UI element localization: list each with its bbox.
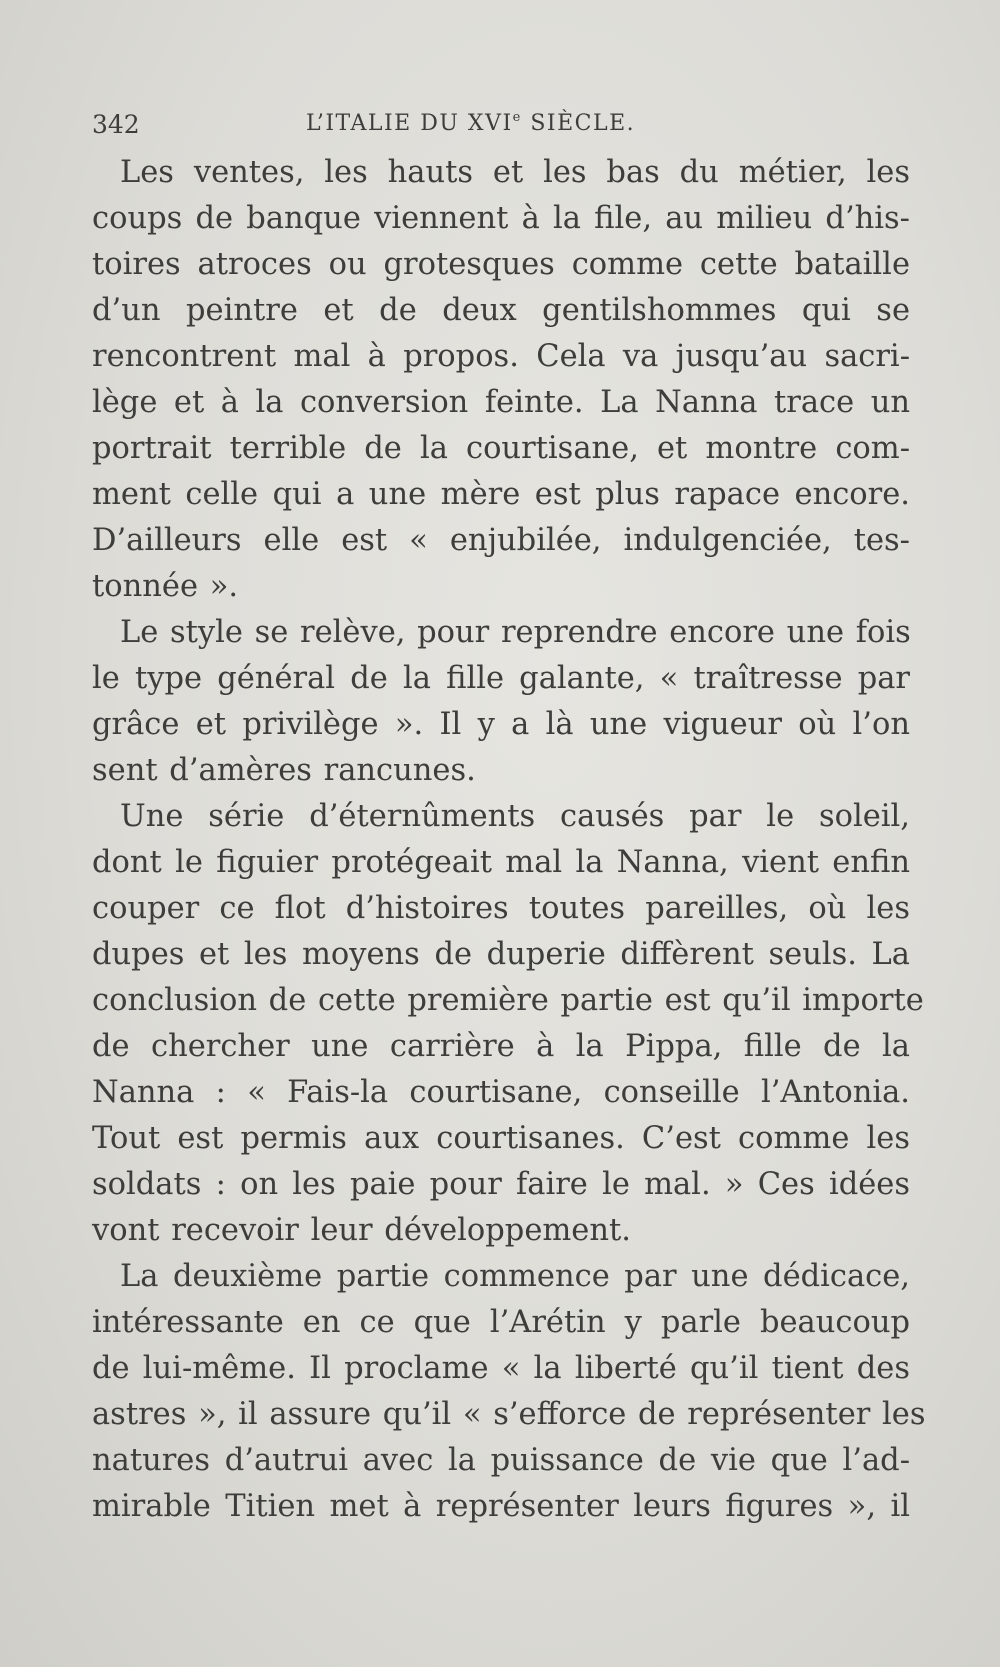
- paragraph: [92, 610, 910, 794]
- text-line: dupes et les moyens de duperie diffèrent seuls. La: [92, 937, 910, 972]
- text-line: ment celle qui a une mère est plus rapace encore.: [92, 477, 910, 512]
- running-title: [306, 110, 635, 136]
- paragraph: [92, 794, 924, 1254]
- body-text: [92, 150, 926, 1530]
- text-line: tonnée ».: [92, 569, 239, 604]
- text-line: Les ventes, les hauts et les bas du métier, les: [120, 155, 910, 190]
- text-line: La deuxième partie commence par une dédicace,: [120, 1259, 910, 1294]
- text-line: grâce et privilège ». Il y a là une vigueur où l’on: [92, 707, 910, 742]
- running-title-text: L’ITALIE DU XVI: [306, 111, 513, 136]
- text-line: natures d’autrui avec la puissance de vie que l’ad-: [92, 1443, 910, 1478]
- page-text-block: [92, 100, 926, 1530]
- text-line: le type général de la fille galante, « traîtresse par: [92, 661, 910, 696]
- text-line: d’un peintre et de deux gentilshommes qui se: [92, 293, 910, 328]
- text-line: astres », il assure qu’il « s’efforce de représenter les: [92, 1397, 926, 1432]
- text-line: mirable Titien met à représenter leurs figures », il: [92, 1489, 910, 1524]
- paragraph: [92, 1254, 926, 1530]
- text-line: soldats : on les paie pour faire le mal. » Ces idées: [92, 1167, 910, 1202]
- text-line: rencontrent mal à propos. Cela va jusqu’au sacri-: [92, 339, 910, 374]
- text-line: Une série d’éternûments causés par le soleil,: [120, 799, 910, 834]
- running-head: [92, 100, 910, 150]
- paragraph: [92, 150, 910, 610]
- text-line: portrait terrible de la courtisane, et montre com-: [92, 431, 910, 466]
- text-line: toires atroces ou grotesques comme cette bataille: [92, 247, 910, 282]
- text-line: lège et à la conversion feinte. La Nanna trace un: [92, 385, 910, 420]
- text-line: de lui-même. Il proclame « la liberté qu’il tient des: [92, 1351, 910, 1386]
- text-line: couper ce flot d’histoires toutes pareilles, où les: [92, 891, 910, 926]
- text-line: Le style se relève, pour reprendre encore une fois: [120, 615, 911, 650]
- text-line: sent d’amères rancunes.: [92, 753, 476, 788]
- text-line: intéressante en ce que l’Arétin y parle beaucoup: [92, 1305, 910, 1340]
- page-number: 342: [92, 110, 140, 139]
- text-line: D’ailleurs elle est « enjubilée, indulgenciée, tes-: [92, 523, 910, 558]
- text-line: Tout est permis aux courtisanes. C’est comme les: [92, 1121, 910, 1156]
- text-line: coups de banque viennent à la file, au milieu d’his-: [92, 201, 910, 236]
- text-line: conclusion de cette première partie est qu’il importe: [92, 983, 924, 1018]
- running-title-suffix: SIÈCLE.: [521, 111, 636, 136]
- text-line: de chercher une carrière à la Pippa, fille de la: [92, 1029, 910, 1064]
- running-title-superscript: e: [512, 110, 522, 125]
- text-line: Nanna : « Fais-la courtisane, conseille l’Antonia.: [92, 1075, 910, 1110]
- text-line: dont le figuier protégeait mal la Nanna, vient enfin: [92, 845, 910, 880]
- text-line: vont recevoir leur développement.: [92, 1213, 631, 1248]
